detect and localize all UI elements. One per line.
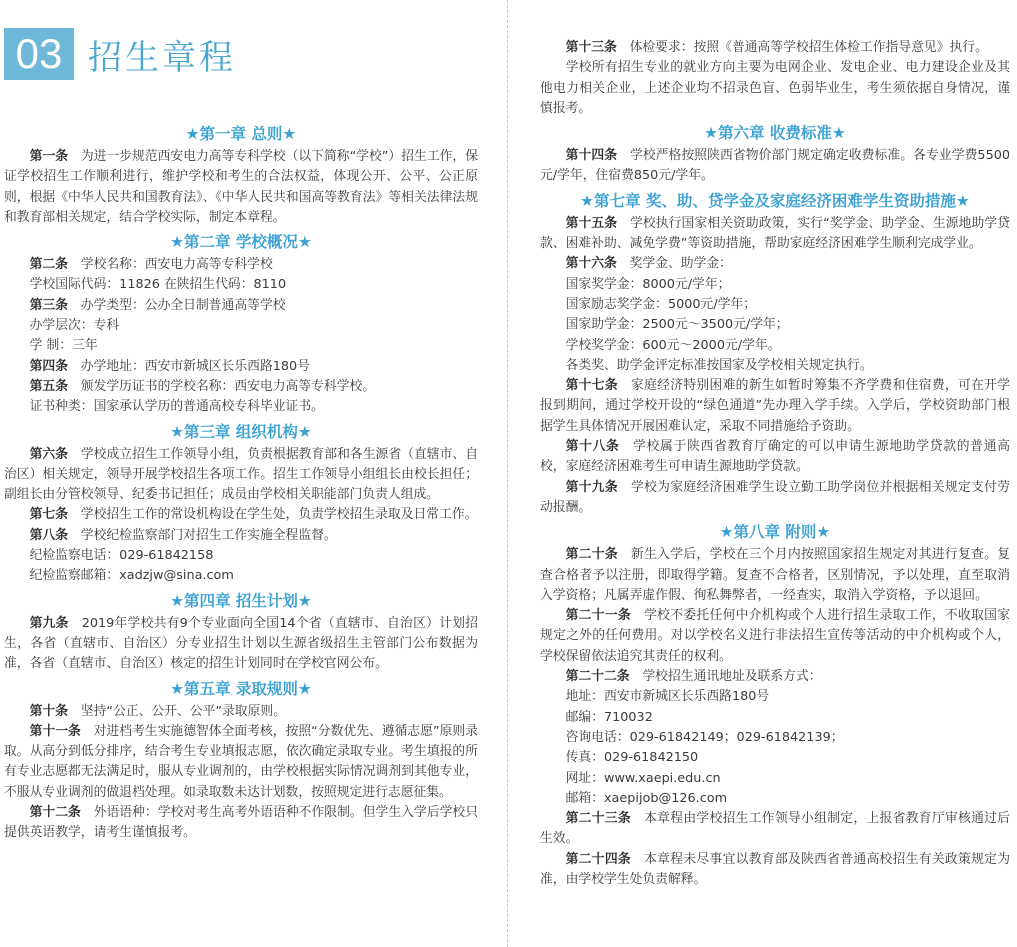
article-paragraph [4, 702, 478, 722]
article-text: 颁发学历证书的学校名称：西安电力高等专科学校。 [80, 378, 376, 394]
article-text: 国家助学金：2500元～3500元/学年； [565, 317, 789, 333]
chapter-heading: ★第六章 收费标准★ [704, 124, 846, 143]
article-text: 学校奖学金：600元～2000元/学年。 [565, 337, 781, 353]
article-paragraph [4, 275, 478, 295]
article-number: 第二十三条 [565, 811, 631, 827]
article-paragraph [4, 147, 478, 228]
article-paragraph [4, 526, 478, 546]
chapter-heading: ★第八章 附则★ [719, 523, 831, 542]
article-text: 邮箱：xaepijob@126.com [565, 790, 728, 806]
article-text: 办学层次：专科 [29, 318, 120, 334]
article-paragraph [540, 146, 1010, 187]
article-text: 学校纪检监察部门对招生工作实施全程监督。 [80, 527, 337, 543]
article-text: 网址：www.xaepi.edu.cn [565, 770, 721, 786]
article-paragraph [4, 614, 478, 675]
article-number: 第十五条 [565, 215, 618, 231]
article-paragraph [540, 769, 1010, 789]
article-paragraph [540, 545, 1010, 606]
article-number: 第二十一条 [565, 608, 631, 624]
article-text: 2019年学校共有9个专业面向全国14个省（直辖市、自治区）计划招生，各省（直辖市、自治区）分专业招生计划以生源省级招生主管部门公布数据为准，各省（直辖市、自治区）核定的招生计划同时在学校官网公布。 [4, 615, 478, 672]
article-text: 邮编：710032 [565, 709, 653, 725]
article-text: 各类奖、助学金评定标准按国家及学校相关规定执行。 [565, 357, 873, 373]
chapter-heading: ★第七章 奖、助、贷学金及家庭经济困难学生资助措施★ [580, 191, 970, 210]
article-text: 新生入学后，学校在三个月内按照国家招生规定对其进行复查。复查合格者予以注册，即取得学籍。复查不合格者，区别情况，予以处理，直至取消入学资格；凡属弄虚作假、徇私舞弊者，一经查实，取消入学资格，予以退回。 [540, 547, 1011, 603]
article-paragraph [540, 809, 1010, 850]
article-number: 第十八条 [565, 439, 620, 455]
article-text: 对进档考生实施德智体全面考核，按照“分数优先、遵循志愿”原则录取。从高分到低分排序，结合考生专业填报志愿，依次确定录取专业。考生填报的所有专业志愿都无法满足时，服从专业调剂的，由学校根据实际情况调剂到其他专业，不服从专业调剂的做退档处理。如录取数未达计划数，按照规定进行志愿征集。 [4, 723, 479, 800]
article-paragraph [540, 850, 1010, 891]
article-paragraph [540, 437, 1010, 478]
article-number: 第七条 [29, 507, 68, 523]
article-number: 第十四条 [565, 148, 618, 164]
article-paragraph [540, 667, 1010, 687]
article-text: 学校为家庭经济困难学生设立勤工助学岗位并根据相关规定支付劳动报酬。 [540, 479, 1011, 515]
article-paragraph [4, 296, 478, 316]
article-number: 第十七条 [565, 378, 618, 394]
article-number: 第十条 [29, 703, 68, 719]
article-paragraph [540, 214, 1010, 255]
article-paragraph [540, 728, 1010, 748]
article-paragraph [540, 38, 1010, 58]
article-paragraph [540, 606, 1010, 667]
article-number: 第十一条 [29, 723, 81, 739]
article-paragraph [4, 255, 478, 275]
article-text: 学校国际代码：11826 在陕招生代码：8110 [29, 277, 287, 293]
article-paragraph [540, 748, 1010, 768]
chapter-heading: ★第二章 学校概况★ [170, 233, 312, 252]
article-text: 本章程由学校招生工作领导小组制定，上报省教育厅审核通过后生效。 [540, 811, 1011, 847]
article-text: 学 制：三年 [29, 338, 98, 354]
article-number: 第八条 [29, 527, 68, 543]
chapter-heading: ★第四章 招生计划★ [170, 591, 312, 610]
article-paragraph [540, 315, 1010, 335]
article-number: 第十三条 [565, 40, 617, 55]
article-paragraph [4, 316, 478, 336]
article-paragraph [540, 708, 1010, 728]
article-text: 纪检监察邮箱：xadzjw@sina.com [29, 568, 234, 584]
article-text: 纪检监察电话：029-61842158 [29, 548, 214, 564]
article-text: 学校所有招生专业的就业方向主要为电网企业、发电企业、电力建设企业及其他电力相关企业，上述企业均不招录色盲、色弱毕业生，考生须依据自身情况，谨慎报考。 [540, 60, 1010, 116]
article-paragraph [540, 478, 1010, 519]
article-text: 国家励志奖学金：5000元/学年； [565, 296, 757, 312]
article-paragraph [540, 376, 1010, 437]
article-paragraph [4, 546, 478, 566]
article-number: 第十六条 [565, 256, 617, 272]
article-number: 第十九条 [565, 479, 618, 495]
article-paragraph [4, 377, 478, 397]
article-text: 家庭经济特别困难的新生如暂时筹集不齐学费和住宿费，可在开学报到期间，通过学校开设的“绿色通道”先办理入学手续。入学后，学校资助部门根据学生具体情况开展困难认定，采取不同措施给予资助。 [540, 378, 1011, 434]
chapter-heading: ★第一章 总则★ [185, 125, 297, 143]
article-text: 体检要求：按照《普通高等学校招生体检工作指导意见》执行。 [629, 40, 988, 55]
section-header [4, 28, 236, 80]
article-number: 第九条 [29, 615, 69, 631]
article-number: 第三条 [29, 297, 68, 313]
article-paragraph [4, 505, 478, 525]
article-text: 学校不委托任何中介机构或个人进行招生录取工作，不收取国家规定之外的任何费用。对以学校名义进行非法招生宣传等活动的中介机构或个人，学校保留依法追究其责任的权利。 [540, 608, 1011, 664]
article-text: 传真：029-61842150 [565, 750, 699, 766]
article-text: 办学地址：西安市新城区长乐西路180号 [80, 358, 310, 374]
article-text: 证书种类：国家承认学历的普通高校专科毕业证书。 [29, 399, 324, 415]
article-paragraph [540, 58, 1010, 119]
article-text: 学校执行国家相关资助政策，实行“奖学金、助学金、生源地助学贷款、困难补助、减免学费”等资助措施，帮助家庭经济困难学生顺利完成学业。 [540, 215, 1011, 252]
article-paragraph [4, 336, 478, 356]
article-number: 第二十条 [565, 547, 618, 563]
article-paragraph [540, 295, 1010, 315]
article-text: 坚持“公正、公开、公平”录取原则。 [80, 703, 286, 719]
article-number: 第五条 [29, 378, 68, 394]
column-divider [507, 0, 508, 947]
article-paragraph [4, 445, 478, 506]
article-text: 学校属于陕西省教育厅确定的可以申请生源地助学贷款的普通高校，家庭经济困难考生可申请生源地助学贷款。 [540, 439, 1011, 475]
article-text: 学校严格按照陕西省物价部门规定确定收费标准。各专业学费5500元/学年，住宿费850元/学年。 [540, 148, 1011, 184]
article-text: 地址：西安市新城区长乐西路180号 [565, 689, 770, 705]
article-paragraph [540, 687, 1010, 707]
article-paragraph [4, 566, 478, 586]
article-paragraph [4, 357, 478, 377]
article-paragraph [4, 397, 478, 417]
article-text: 为进一步规范西安电力高等专科学校（以下简称“学校”）招生工作，保证学校招生工作顺利进行，维护学校和考生的合法权益，体现公开、公平、公正原则，根据《中华人民共和国教育法》、《中华人民共和国高等教育法》等相关法律法规和教育部相关规定，结合学校实际，制定本章程。 [4, 149, 479, 225]
article-number: 第四条 [29, 358, 68, 374]
article-paragraph [540, 254, 1010, 274]
article-text: 本章程未尽事宜以教育部及陕西省普通高校招生有关政策规定为准，由学校学生处负责解释。 [540, 851, 1011, 887]
article-paragraph [4, 803, 478, 844]
article-number: 第十二条 [29, 805, 81, 821]
chapter-heading: ★第三章 组织机构★ [170, 422, 312, 441]
article-number: 第二十二条 [565, 669, 630, 685]
article-paragraph [540, 275, 1010, 295]
article-paragraph [4, 722, 478, 803]
article-text: 咨询电话：029-61842149；029-61842139； [565, 729, 844, 745]
chapter-heading: ★第五章 录取规则★ [170, 679, 312, 698]
section-number-badge: 03 [4, 28, 74, 80]
article-text: 办学类型：公办全日制普通高等学校 [80, 297, 286, 313]
article-number: 第二十四条 [565, 851, 631, 867]
article-number: 第一条 [29, 149, 68, 164]
article-text: 学校名称：西安电力高等专科学校 [80, 257, 273, 273]
article-number: 第二条 [29, 257, 68, 273]
article-text: 学校招生通讯地址及联系方式： [642, 669, 822, 685]
article-text: 学校成立招生工作领导小组，负责根据教育部和各生源省（直辖市、自治区）相关规定，领导开展学校招生各项工作。招生工作领导小组组长由校长担任；副组长由分管校领导、纪委书记担任；成员由学校相关职能部门负责人组成。 [4, 446, 479, 503]
article-text: 国家奖学金：8000元/学年； [565, 276, 731, 292]
article-paragraph [540, 356, 1010, 376]
section-title: 招生章程 [88, 37, 236, 78]
article-text: 外语语种：学校对考生高考外语语种不作限制。但学生入学后学校只提供英语教学，请考生谨慎报考。 [4, 805, 479, 841]
article-text: 学校招生工作的常设机构设在学生处，负责学校招生录取及日常工作。 [80, 507, 478, 523]
article-number: 第六条 [29, 446, 69, 462]
article-paragraph [540, 789, 1010, 809]
left-column [4, 120, 478, 844]
article-paragraph [540, 336, 1010, 356]
article-text: 奖学金、助学金： [629, 256, 732, 272]
right-column [540, 38, 1010, 890]
